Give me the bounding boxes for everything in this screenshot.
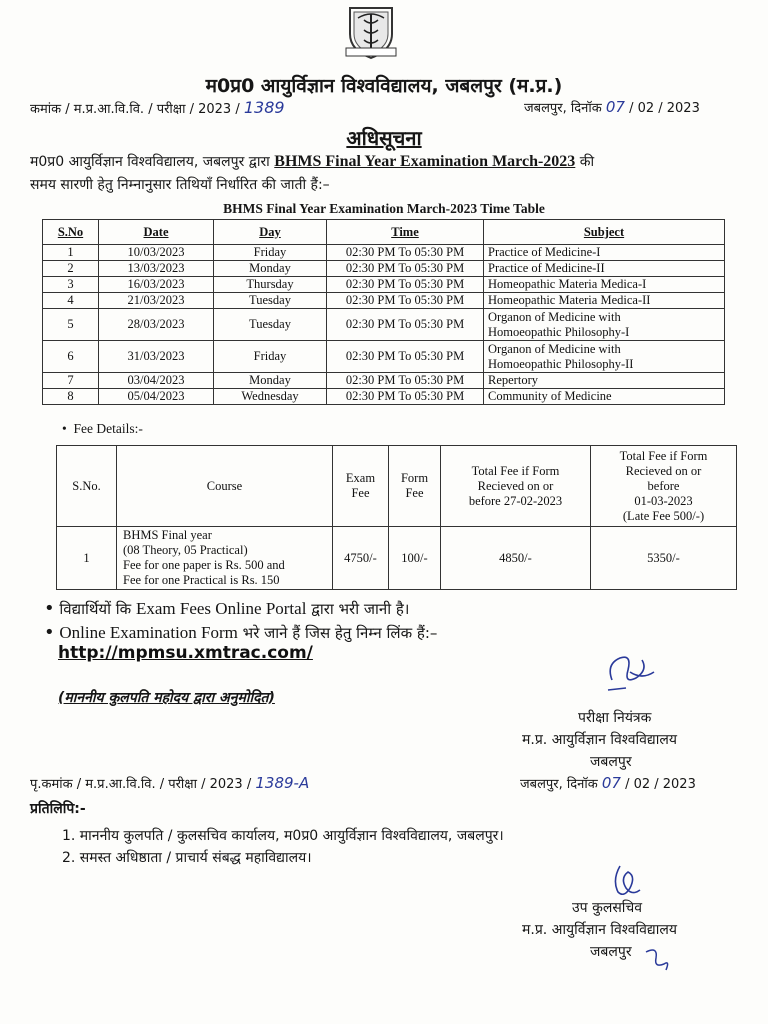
date-suffix: / 02 / 2023 [629,101,700,116]
fee-cell: BHMS Final year (08 Theory, 05 Practical) Fee for one paper is Rs. 500 and Fee for one Practical is Rs. 150 [117,527,333,590]
table-cell: Organon of Medicine with Homoeopathic Philosophy-I [484,309,725,341]
table-cell: 05/04/2023 [99,389,214,405]
timetable-header-s-no: S.No [43,220,99,245]
ref2-prefix: पृ.कमांक / म.प्र.आ.वि.वि. / परीक्षा / 2023 / [30,777,252,792]
timetable-header-time: Time [327,220,484,245]
reference-line [30,98,285,117]
copy-item-1: 1. माननीय कुलपति / कुलसचिव कार्यालय, म0प्र0 आयुर्विज्ञान विश्वविद्यालय, जबलपुर। [62,828,504,844]
signature-deputy-registrar [606,862,646,902]
ref2-date-prefix: जबलपुर, दिनॉक [520,777,598,792]
fee-cell: 100/- [389,527,441,590]
table-cell: Friday [214,341,327,373]
university-emblem-icon [342,4,400,60]
timetable-header-day: Day [214,220,327,245]
timetable-caption: BHMS Final Year Examination March-2023 Time Table [223,201,545,216]
ref-prefix: कमांक / म.प्र.आ.वि.वि. / परीक्षा / 2023 / [30,102,240,117]
table-cell: 13/03/2023 [99,261,214,277]
table-cell: Wednesday [214,389,327,405]
timetable-header-subject: Subject [484,220,725,245]
reference-date-2 [520,774,696,792]
table-cell: 28/03/2023 [99,309,214,341]
fee-cell: 4750/- [333,527,389,590]
table-cell: 02:30 PM To 05:30 PM [327,293,484,309]
ref2-date-day: 07 [601,774,621,792]
notice-line-1-post: की [579,154,595,170]
instruction-2-form: Online Examination Form [59,623,238,642]
bullet-icon: • [62,421,67,436]
table-cell: 10/03/2023 [99,245,214,261]
table-row [43,341,725,373]
fee-header-row [57,446,737,527]
table-cell: 02:30 PM To 05:30 PM [327,389,484,405]
table-cell: 02:30 PM To 05:30 PM [327,245,484,261]
signature-controller [602,650,662,696]
approval-note: (माननीय कुलपति महोदय द्वारा अनुमोदित) [58,690,275,706]
table-cell: Thursday [214,277,327,293]
table-cell: 3 [43,277,99,293]
fee-data-row [57,527,737,590]
fee-cell: 4850/- [441,527,591,590]
table-cell: Community of Medicine [484,389,725,405]
table-row [43,309,725,341]
fee-cell: 5350/- [591,527,737,590]
table-cell: 02:30 PM To 05:30 PM [327,341,484,373]
table-cell: 02:30 PM To 05:30 PM [327,261,484,277]
table-cell: Tuesday [214,309,327,341]
fee-details-text: Fee Details:- [73,421,143,436]
table-cell: Practice of Medicine-I [484,245,725,261]
table-cell: 02:30 PM To 05:30 PM [327,373,484,389]
fee-table [56,445,737,590]
bullet-icon: • [44,622,55,643]
table-cell: 02:30 PM To 05:30 PM [327,309,484,341]
table-row [43,277,725,293]
ref-number: 1389 [243,98,285,117]
fee-header-cell: Total Fee if Form Recieved on or before 01-03-2023 (Late Fee 500/-) [591,446,737,527]
date-day: 07 [605,98,625,116]
table-cell: Practice of Medicine-II [484,261,725,277]
table-cell: 21/03/2023 [99,293,214,309]
instruction-1 [44,598,410,619]
table-row [43,373,725,389]
controller-university: म.प्र. आयुर्विज्ञान विश्वविद्यालय [522,732,677,748]
ref2-number: 1389-A [255,774,310,792]
copy-item-2: 2. समस्त अधिष्ठाता / प्राचार्य संबद्ध महाविद्यालय। [62,850,312,866]
table-row [43,261,725,277]
instruction-1-post: द्वारा भरी जानी है। [311,600,410,618]
table-cell: Homeopathic Materia Medica-I [484,277,725,293]
table-cell: Organon of Medicine with Homoeopathic Philosophy-II [484,341,725,373]
table-cell: 6 [43,341,99,373]
fee-cell: 1 [57,527,117,590]
copy-label: प्रतिलिपि:- [30,801,86,817]
deputy-registrar-city: जबलपुर [590,944,632,960]
notice-exam-name: BHMS Final Year Examination March-2023 [274,153,576,170]
date-prefix: जबलपुर, दिनॉक [524,101,602,116]
controller-city: जबलपुर [590,754,632,770]
table-cell: Monday [214,261,327,277]
table-row [43,245,725,261]
table-row [43,389,725,405]
table-cell: 5 [43,309,99,341]
notice-line-1-pre: म0प्र0 आयुर्विज्ञान विश्वविद्यालय, जबलपुर द्वारा [30,154,270,170]
table-cell: 2 [43,261,99,277]
university-name: म0प्र0 आयुर्विज्ञान विश्वविद्यालय, जबलपुर (म.प्र.) [205,75,563,97]
timetable [42,219,725,405]
timetable-header-date: Date [99,220,214,245]
instruction-2 [44,622,437,643]
fee-header-cell: Form Fee [389,446,441,527]
ref2-date-suffix: / 02 / 2023 [625,777,696,792]
fee-header-cell: Exam Fee [333,446,389,527]
table-cell: 7 [43,373,99,389]
notice-line-2: समय सारणी हेतु निम्नानुसार तिथियॉं निर्धारित की जाती हैं:– [30,177,330,193]
timetable-body [43,245,725,405]
table-cell: 03/04/2023 [99,373,214,389]
table-cell: 02:30 PM To 05:30 PM [327,277,484,293]
exam-form-link[interactable]: http://mpmsu.xmtrac.com/ [58,643,313,663]
instruction-2-post: भरे जाने हैं जिस हेतु निम्न लिंक हैं:– [242,624,438,642]
reference-line-2 [30,774,309,792]
timetable-header-row [43,220,725,245]
table-cell: 4 [43,293,99,309]
table-row [43,293,725,309]
fee-header-cell: Total Fee if Form Recieved on or before 27-02-2023 [441,446,591,527]
deputy-registrar-title: उप कुलसचिव [572,900,643,916]
fee-header-cell: S.No. [57,446,117,527]
table-cell: Homeopathic Materia Medica-II [484,293,725,309]
table-cell: 8 [43,389,99,405]
notice-line-1 [30,152,594,171]
table-cell: Monday [214,373,327,389]
fee-header-cell: Course [117,446,333,527]
controller-title: परीक्षा नियंत्रक [578,710,652,726]
table-cell: Tuesday [214,293,327,309]
bullet-icon: • [44,598,55,619]
table-cell: 1 [43,245,99,261]
deputy-registrar-university: म.प्र. आयुर्विज्ञान विश्वविद्यालय [522,922,677,938]
instruction-1-portal: Exam Fees Online Portal [135,599,307,618]
table-cell: 31/03/2023 [99,341,214,373]
instruction-1-pre: विद्यार्थियों कि [59,600,132,618]
table-cell: Friday [214,245,327,261]
table-cell: 16/03/2023 [99,277,214,293]
fee-details-label [62,421,143,437]
reference-date [524,98,700,116]
notice-title: अधिसूचना [346,126,422,150]
table-cell: Repertory [484,373,725,389]
initials-mark [640,944,674,974]
